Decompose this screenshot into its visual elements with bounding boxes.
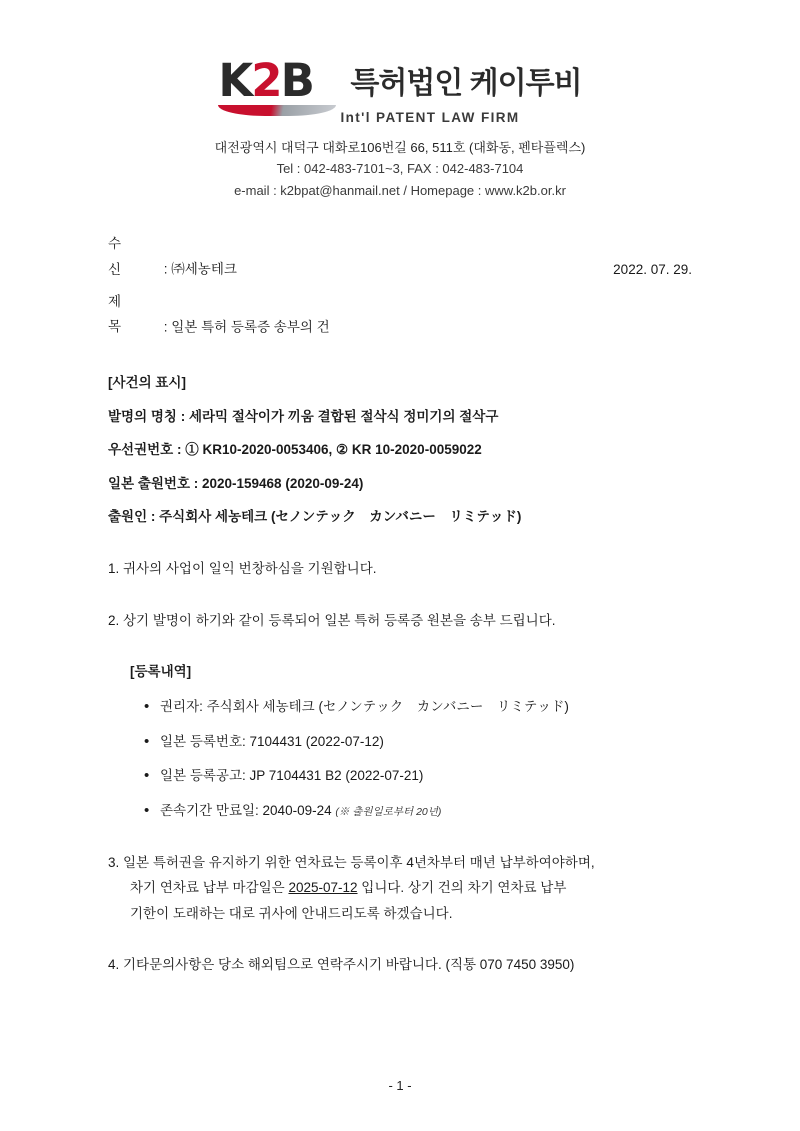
paragraph-3-line-1: 3. 일본 특허권을 유지하기 위한 연차료는 등록이후 4년차부터 매년 납부하여야하며,: [108, 854, 595, 870]
next-annuity-due-date: 2025-07-12: [288, 880, 358, 896]
recipient-label: 수 신: [108, 236, 134, 277]
recipient-value: : ㈜세농테크: [163, 261, 237, 277]
paragraph-3-line-2-pre: 차기 연차료 납부 마감일은: [130, 880, 289, 896]
recipient: [108, 231, 237, 282]
address-line-1: 대전광역시 대덕구 대화로106번길 66, 511호 (대화동, 펜타플렉스): [214, 140, 586, 155]
priority-numbers: 우선권번호 : ① KR10-2020-0053406, ② KR 10-2020-0059022: [108, 442, 482, 458]
registration-list: [108, 694, 692, 824]
list-item: • 권리자: 주식회사 세농테크 (セノンテック カンバニー リミテッド): [160, 694, 692, 720]
subject-label: 제 목: [108, 293, 134, 335]
paragraph-1: 1. 귀사의 사업이 일익 번창하심을 기원합니다.: [108, 561, 377, 577]
logo-wordmark: K2B: [218, 54, 313, 107]
paragraph-3-line-2-post: 입니다. 상기 건의 차기 연차료 납부: [357, 880, 567, 896]
jp-application-number: 일본 출원번호 : 2020-159468 (2020-09-24): [108, 475, 364, 491]
page-number: - 1 -: [388, 1078, 412, 1093]
logo-korean-name: 특허법인 케이투비: [350, 67, 582, 100]
letterhead: [0, 0, 800, 201]
list-item: • 일본 등록공고: JP 7104431 B2 (2022-07-21): [160, 763, 692, 789]
letterhead-address: [0, 137, 800, 201]
recipient-row: [108, 231, 692, 282]
k2b-logo-mark: [218, 54, 336, 116]
registration-heading: [등록내역]: [130, 664, 192, 680]
paragraph-3: [108, 850, 692, 927]
document-body: [0, 231, 800, 978]
list-item: • 일본 등록번호: 7104431 (2022-07-12): [160, 729, 692, 755]
logo-row: [0, 54, 800, 116]
list-item: [160, 798, 692, 824]
subject-row: [108, 289, 692, 340]
paragraph-2: 2. 상기 발명이 하기와 같이 등록되어 일본 특허 등록증 원본을 송부 드립니다.: [108, 612, 556, 628]
address-line-3: e-mail : k2bpat@hanmail.net / Homepage : www.k2b.or.kr: [234, 182, 566, 198]
subject-value: : 일본 특허 등록증 송부의 건: [163, 319, 330, 335]
case-section-title: [사건의 표시]: [108, 374, 186, 390]
paragraph-3-line-3: 기한이 도래하는 대로 귀사에 안내드리도록 하겠습니다.: [130, 905, 453, 921]
document-date: 2022. 07. 29.: [613, 261, 692, 277]
paragraph-3-line-2: [108, 875, 692, 901]
address-line-2: Tel : 042-483-7101~3, FAX : 042-483-7104: [276, 161, 524, 177]
expiry-main: 존속기간 만료일: 2040-09-24: [160, 802, 332, 818]
expiry-note: (※ 출원일로부터 20년): [335, 805, 442, 818]
paragraph-4: 4. 기타문의사항은 당소 해외팀으로 연락주시기 바랍니다. (직통 070 7450 3950): [108, 957, 575, 973]
applicant: 출원인 : 주식회사 세농테크 (セノンテック カンバニー リミテッド): [108, 509, 522, 525]
invention-title: 발명의 명칭 : 세라믹 절삭이가 끼움 결합된 절삭식 정미기의 절삭구: [108, 408, 499, 424]
logo-english-name: Int'l PATENT LAW FIRM: [340, 110, 520, 125]
